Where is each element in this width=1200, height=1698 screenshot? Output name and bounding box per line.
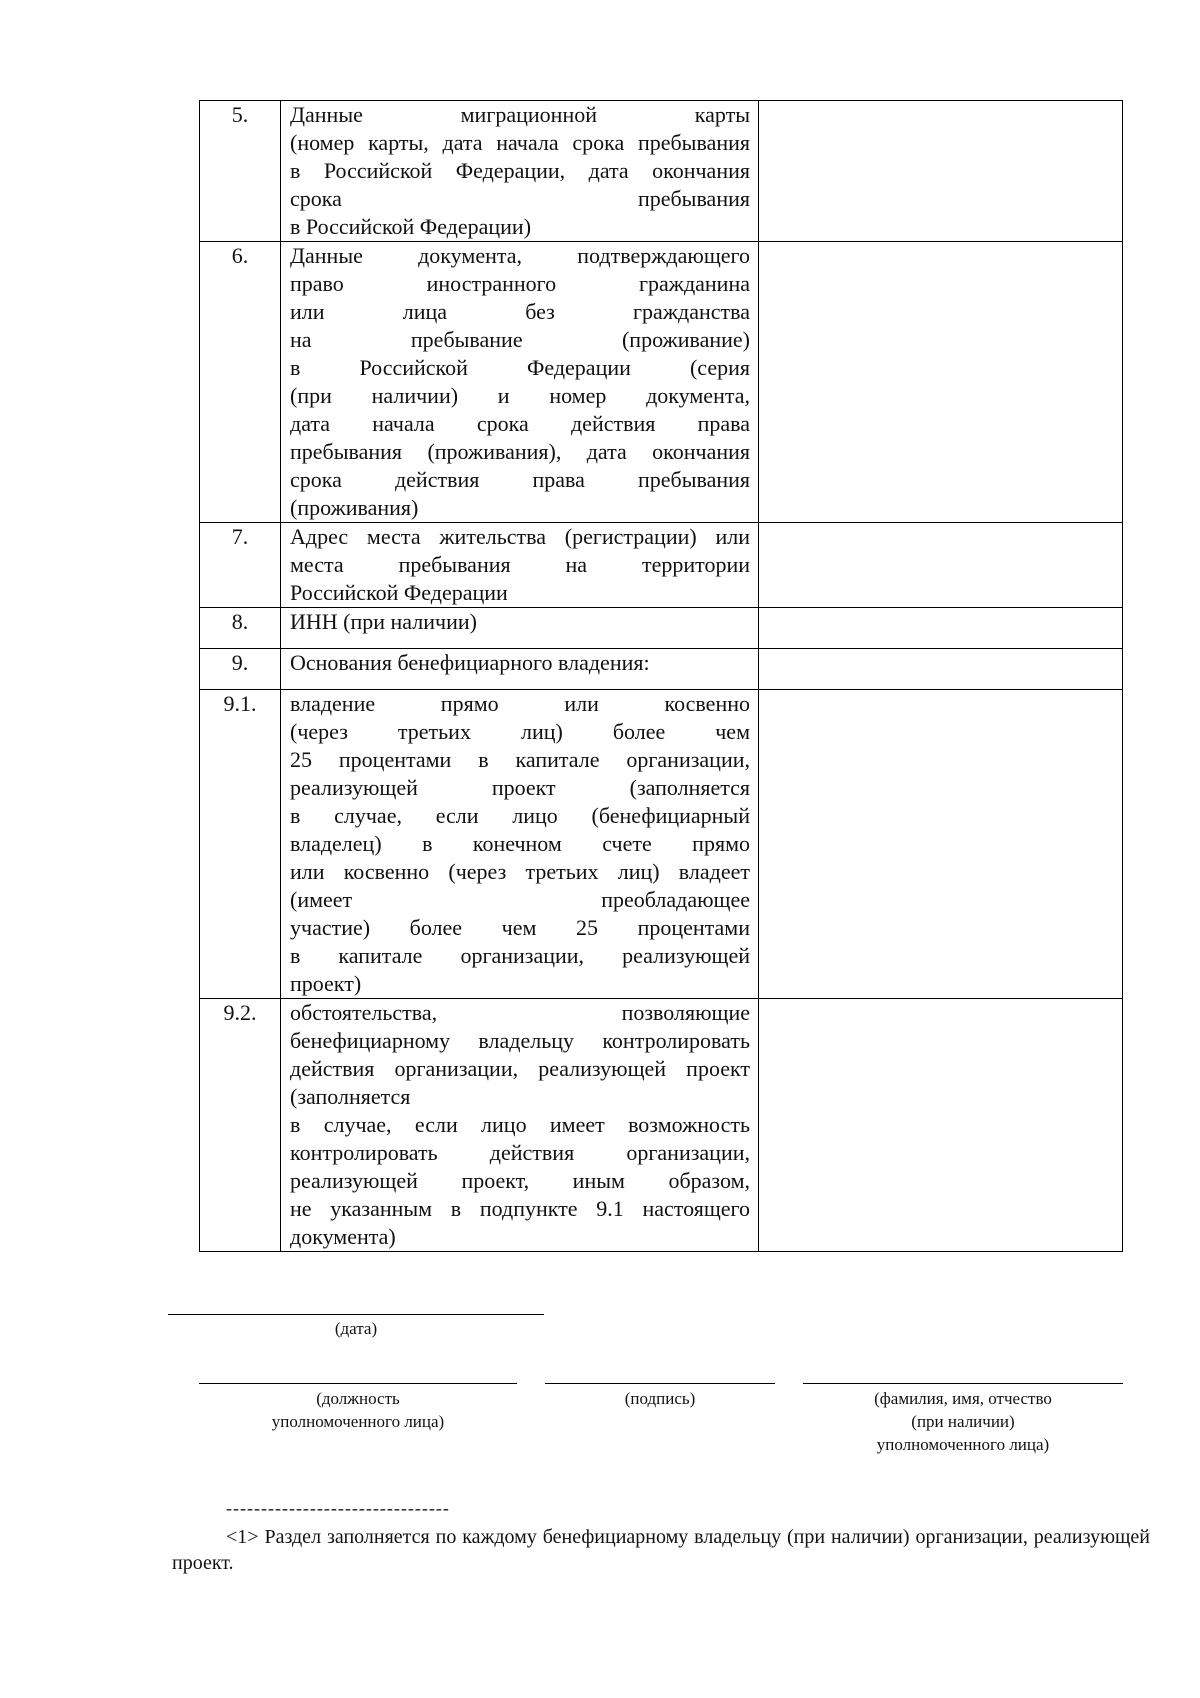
field-description-line: или лица без гражданства bbox=[290, 299, 750, 324]
position-label-line-2: уполномоченного лица) bbox=[271, 1412, 445, 1431]
field-value-cell[interactable] bbox=[759, 999, 1123, 1252]
table-row bbox=[200, 101, 1123, 242]
name-label-line-1: (фамилия, имя, отчество bbox=[874, 1389, 1052, 1408]
row-number: 8. bbox=[200, 608, 281, 649]
field-description-line: реализующей проект, иным образом, bbox=[290, 1168, 750, 1193]
name-label-line-3: уполномоченного лица) bbox=[876, 1435, 1050, 1454]
field-description bbox=[281, 242, 759, 523]
field-description-line: (номер карты, дата начала срока пребывания bbox=[290, 130, 750, 155]
field-description-line: Российской Федерации bbox=[290, 580, 508, 605]
field-description-line: бенефициарному владельцу контролировать bbox=[290, 1028, 750, 1053]
position-label-line-1: (должность bbox=[316, 1389, 400, 1408]
field-description-line: реализующей проект (заполняется bbox=[290, 775, 750, 800]
table-row bbox=[200, 523, 1123, 608]
date-line bbox=[168, 1314, 544, 1315]
name-label-line-2: (при наличии) bbox=[911, 1412, 1015, 1431]
row-number: 7. bbox=[200, 523, 281, 608]
field-description-line: пребывания (проживания), дата окончания bbox=[290, 439, 750, 464]
field-description-line: в Российской Федерации (серия bbox=[290, 355, 750, 380]
field-description-line: (имеет преобладающее bbox=[290, 887, 750, 912]
table-row bbox=[200, 999, 1123, 1252]
row-number: 6. bbox=[200, 242, 281, 523]
signature-line bbox=[545, 1383, 775, 1384]
table-row bbox=[200, 608, 1123, 649]
field-description-line: 25 процентами в капитале организации, bbox=[290, 747, 750, 772]
field-description-line: (через третьих лиц) более чем bbox=[290, 719, 750, 744]
beneficiary-data-table bbox=[199, 100, 1123, 1252]
field-description-line: Основания бенефициарного владения: bbox=[290, 650, 650, 675]
date-label: (дата) bbox=[334, 1319, 378, 1338]
field-description-line: действия организации, реализующей проект bbox=[290, 1056, 750, 1081]
field-value-cell[interactable] bbox=[759, 523, 1123, 608]
field-description-line: (заполняется bbox=[290, 1084, 411, 1109]
field-description-line: в случае, если лицо (бенефициарный bbox=[290, 803, 750, 828]
field-description-line: не указанным в подпункте 9.1 настоящего bbox=[290, 1196, 750, 1221]
field-description-line: или косвенно (через третьих лиц) владеет bbox=[290, 859, 750, 884]
field-value-cell[interactable] bbox=[759, 242, 1123, 523]
table-row bbox=[200, 649, 1123, 690]
field-description-line: право иностранного гражданина bbox=[290, 271, 750, 296]
row-number: 9.1. bbox=[200, 690, 281, 999]
row-number: 5. bbox=[200, 101, 281, 242]
field-description-line: (при наличии) и номер документа, bbox=[290, 383, 750, 408]
field-description-line: в Российской Федерации) bbox=[290, 214, 532, 239]
field-description bbox=[281, 101, 759, 242]
field-description-line: (проживания) bbox=[290, 495, 419, 520]
field-description-line: участие) более чем 25 процентами bbox=[290, 915, 750, 940]
row-number: 9.2. bbox=[200, 999, 281, 1252]
field-description-line: обстоятельства, позволяющие bbox=[290, 1000, 750, 1025]
position-label bbox=[199, 1387, 517, 1433]
field-description-line: в Российской Федерации, дата окончания bbox=[290, 158, 750, 183]
field-description-line: владение прямо или косвенно bbox=[290, 691, 750, 716]
table-row bbox=[200, 690, 1123, 999]
field-description bbox=[281, 649, 759, 690]
name-label bbox=[803, 1387, 1123, 1456]
field-description-line: Данные документа, подтверждающего bbox=[290, 243, 750, 268]
field-description-line: Адрес места жительства (регистрации) или bbox=[290, 524, 750, 549]
table-body bbox=[200, 101, 1123, 1252]
field-description-line: на пребывание (проживание) bbox=[290, 327, 750, 352]
field-description-line: документа) bbox=[290, 1224, 396, 1249]
field-description-line: владелец) в конечном счете прямо bbox=[290, 831, 750, 856]
field-value-cell[interactable] bbox=[759, 101, 1123, 242]
position-line bbox=[199, 1383, 517, 1384]
field-description bbox=[281, 608, 759, 649]
field-value-cell[interactable] bbox=[759, 649, 1123, 690]
table-row bbox=[200, 242, 1123, 523]
field-description-line: ИНН (при наличии) bbox=[290, 609, 477, 634]
field-description-line: контролировать действия организации, bbox=[290, 1140, 750, 1165]
name-line bbox=[803, 1383, 1123, 1384]
row-number: 9. bbox=[200, 649, 281, 690]
field-description bbox=[281, 523, 759, 608]
field-description-line: Данные миграционной карты bbox=[290, 102, 750, 127]
field-description-line: дата начала срока действия права bbox=[290, 411, 750, 436]
field-description-line: срока пребывания bbox=[290, 186, 750, 211]
field-description-line: срока действия права пребывания bbox=[290, 467, 750, 492]
footnote-text: <1> Раздел заполняется по каждому бенефициарному владельцу (при наличии) организации, реализующей проект. bbox=[172, 1526, 1150, 1574]
field-value-cell[interactable] bbox=[759, 608, 1123, 649]
signature-label: (подпись) bbox=[624, 1389, 696, 1408]
field-description-line: проект) bbox=[290, 971, 362, 996]
footnote-separator: -------------------------------- bbox=[226, 1498, 450, 1518]
field-description bbox=[281, 690, 759, 999]
field-description bbox=[281, 999, 759, 1252]
field-description-line: в капитале организации, реализующей bbox=[290, 943, 750, 968]
field-value-cell[interactable] bbox=[759, 690, 1123, 999]
field-description-line: в случае, если лицо имеет возможность bbox=[290, 1112, 750, 1137]
field-description-line: места пребывания на территории bbox=[290, 552, 750, 577]
